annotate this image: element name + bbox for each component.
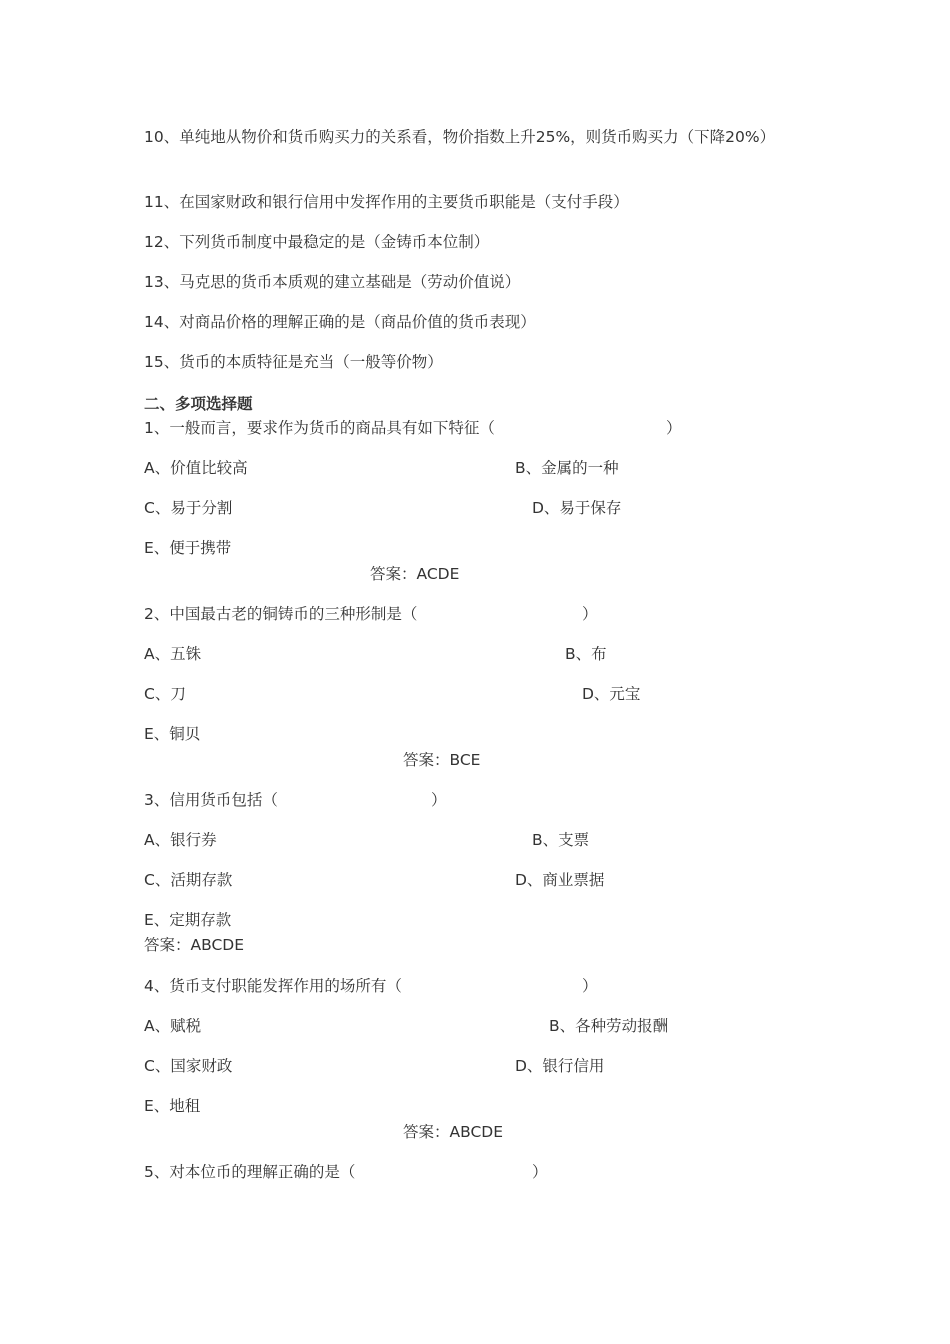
mc-question-4-close: ） xyxy=(582,977,598,995)
mc-question-1-stem: 1、一般而言，要求作为货币的商品具有如下特征（ xyxy=(144,419,495,437)
mc-question-2-close: ） xyxy=(582,605,598,623)
question-11: 11、在国家财政和银行信用中发挥作用的主要货币职能是（支付手段） xyxy=(144,193,629,211)
answer-3: 答案：ABCDE xyxy=(144,936,245,954)
mc-question-1-close: ） xyxy=(666,419,682,437)
option-2a: A、五铢 xyxy=(144,645,202,663)
option-3c: C、活期存款 xyxy=(144,871,233,889)
option-1a: A、价值比较高 xyxy=(144,459,248,477)
answer-1: 答案：ACDE xyxy=(370,565,460,583)
question-10: 10、单纯地从物价和货币购买力的关系看，物价指数上升25%，则货币购买力（下降20%） xyxy=(144,128,776,146)
answer-4: 答案：ABCDE xyxy=(403,1123,504,1141)
option-3e: E、定期存款 xyxy=(144,911,232,929)
option-3d: D、商业票据 xyxy=(515,871,605,889)
mc-question-2-stem: 2、中国最古老的铜铸币的三种形制是（ xyxy=(144,605,418,623)
option-2e: E、铜贝 xyxy=(144,725,201,743)
option-4d: D、银行信用 xyxy=(515,1057,605,1075)
option-4c: C、国家财政 xyxy=(144,1057,233,1075)
mc-question-3-stem: 3、信用货币包括（ xyxy=(144,791,278,809)
option-3a: A、银行券 xyxy=(144,831,217,849)
mc-question-4-stem: 4、货币支付职能发挥作用的场所有（ xyxy=(144,977,402,995)
question-14: 14、对商品价格的理解正确的是（商品价值的货币表现） xyxy=(144,313,536,331)
option-1b: B、金属的一种 xyxy=(515,459,619,477)
option-4b: B、各种劳动报酬 xyxy=(549,1017,669,1035)
question-12: 12、下列货币制度中最稳定的是（金铸币本位制） xyxy=(144,233,490,251)
option-1d: D、易于保存 xyxy=(532,499,622,517)
option-2b: B、布 xyxy=(565,645,607,663)
option-4e: E、地租 xyxy=(144,1097,201,1115)
mc-question-5-stem: 5、对本位币的理解正确的是（ xyxy=(144,1163,356,1181)
option-2c: C、刀 xyxy=(144,685,186,703)
option-1e: E、便于携带 xyxy=(144,539,232,557)
answer-2: 答案：BCE xyxy=(403,751,481,769)
option-3b: B、支票 xyxy=(532,831,590,849)
mc-question-3-close: ） xyxy=(431,791,447,809)
option-1c: C、易于分割 xyxy=(144,499,233,517)
option-2d: D、元宝 xyxy=(582,685,641,703)
question-15: 15、货币的本质特征是充当（一般等价物） xyxy=(144,353,443,371)
section-heading: 二、多项选择题 xyxy=(144,395,253,413)
mc-question-5-close: ） xyxy=(532,1163,548,1181)
option-4a: A、赋税 xyxy=(144,1017,202,1035)
question-13: 13、马克思的货币本质观的建立基础是（劳动价值说） xyxy=(144,273,521,291)
